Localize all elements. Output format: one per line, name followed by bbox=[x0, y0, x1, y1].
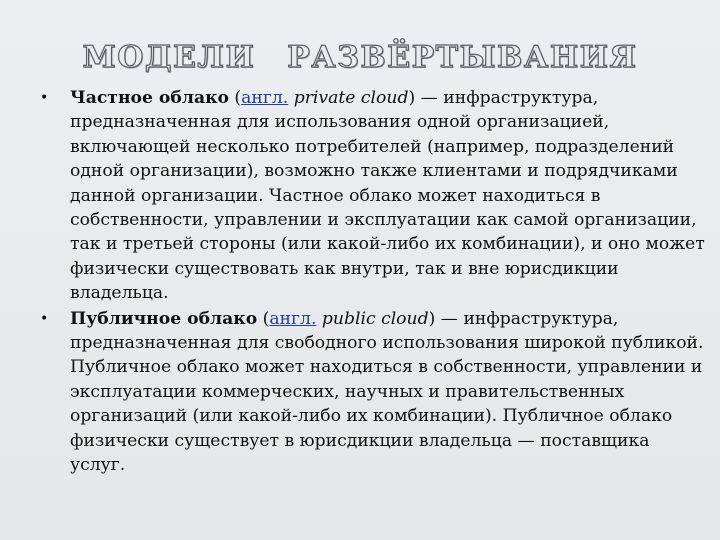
definition-text: — инфраструктура, предназначенная для использования одной организацией, включающей несколько потребителей (например, подразделений одной организации), возможно также клиентами и подрядчиками данной организации. Частное облако может находиться в собственности, управлении и эксплуатации как самой организации, так и третьей стороны (или какой-либо их комбинации), и оно может физически существовать как внутри, так и вне юрисдикции владельца. bbox=[70, 88, 705, 304]
bullet-icon: • bbox=[40, 90, 49, 106]
title-word-2: РАЗВЁРТЫВАНИЯ bbox=[287, 40, 638, 75]
paren-close: ) bbox=[408, 88, 416, 108]
bullet-icon: • bbox=[40, 310, 49, 327]
term-public-cloud: Публичное облако bbox=[70, 308, 258, 329]
lang-link[interactable]: англ. bbox=[269, 308, 317, 329]
title-word-1: МОДЕЛИ bbox=[82, 40, 256, 75]
bullet-list bbox=[40, 86, 705, 479]
term-private-cloud: Частное облако bbox=[70, 88, 229, 108]
definition-text: — инфраструктура, предназначенная для свободного использования широкой публикой. Публичное облако может находиться в собственности, управлении и эксплуатации коммерческих, научных и правительственных организаций (или какой-либо их комбинации). Публичное облако физически существует в юрисдикции владельца — поставщика услуг. bbox=[70, 308, 704, 476]
english-term: private cloud bbox=[293, 88, 409, 108]
slide-title bbox=[0, 40, 720, 75]
lang-link[interactable]: англ. bbox=[241, 88, 289, 108]
list-item-private-cloud bbox=[40, 86, 705, 306]
paren-open: ( bbox=[257, 308, 270, 329]
paren-close: ) bbox=[428, 308, 436, 329]
english-term: public cloud bbox=[321, 308, 429, 329]
list-item-public-cloud bbox=[40, 307, 705, 478]
paren-open: ( bbox=[228, 88, 242, 108]
